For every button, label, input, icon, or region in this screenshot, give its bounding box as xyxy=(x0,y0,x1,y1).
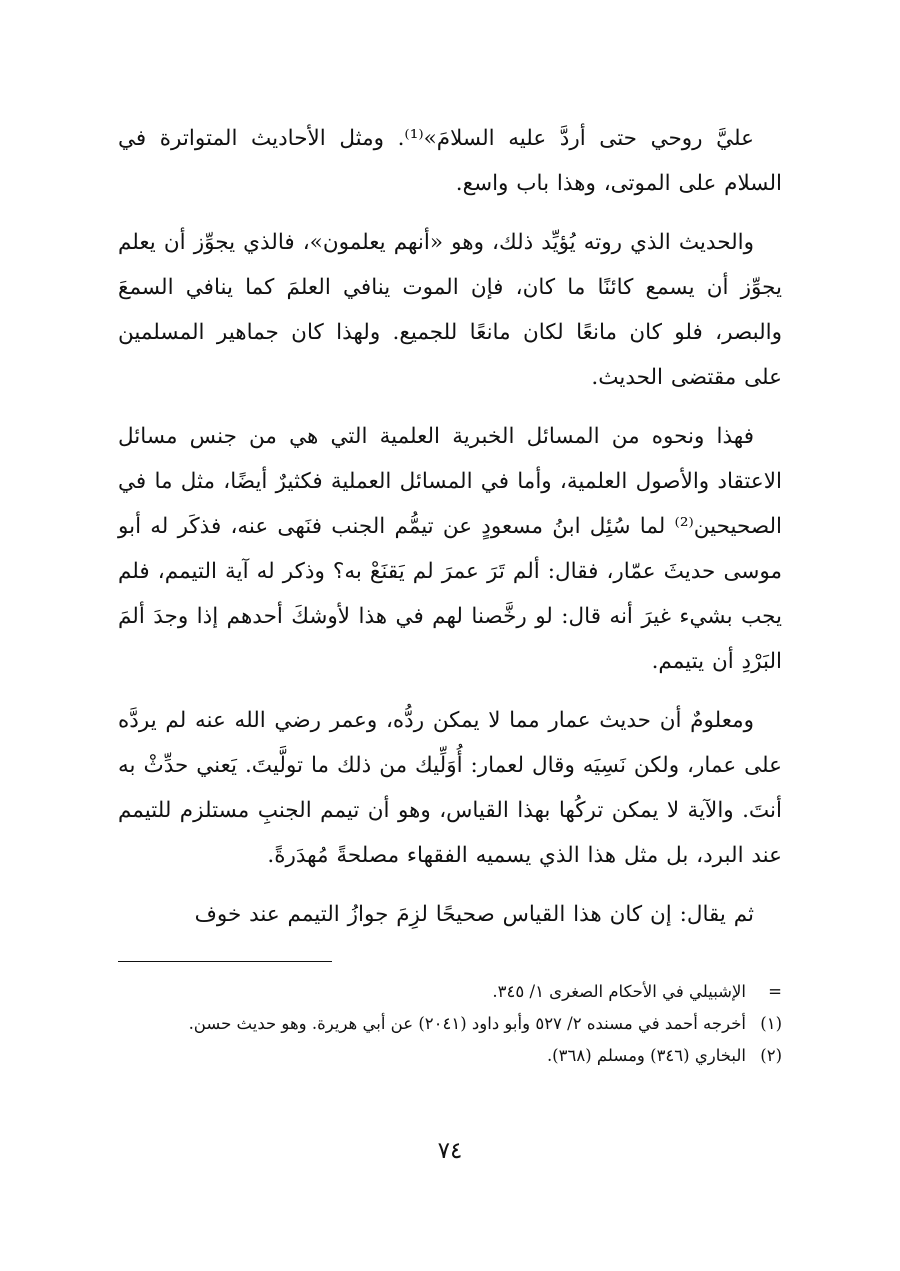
footnote-2 xyxy=(118,1040,782,1072)
paragraph-1: عليَّ روحي حتى أردَّ عليه السلامَ»⁽¹⁾. ومثل الأحاديث المتواترة في السلام على الموتى، وهذا باب واسع. xyxy=(118,126,782,196)
footnote-separator xyxy=(118,961,332,962)
footnote-text: الإشبيلي في الأحكام الصغرى ١/ ٣٤٥. xyxy=(492,982,746,1001)
footnote-continuation xyxy=(118,976,782,1008)
footnote-text: البخاري (٣٤٦) ومسلم (٣٦٨). xyxy=(546,1046,746,1065)
book-page xyxy=(118,0,782,1271)
main-text xyxy=(118,116,782,951)
footnote-mark: (٢) xyxy=(760,1046,782,1065)
footnote-1 xyxy=(118,1008,782,1040)
footnote-text: أخرجه أحمد في مسنده ٢/ ٥٢٧ وأبو داود (٢٠٤١) عن أبي هريرة. وهو حديث حسن. xyxy=(188,1014,746,1033)
paragraph-4: ومعلومٌ أن حديث عمار مما لا يمكن ردُّه، وعمر رضي الله عنه لم يردَّه على عمار، ولكن نَسِيَه وقال لعمار: أُوَلِّيك من ذلك ما تولَّيتَ. يَعني حدِّثْ به أنتَ. والآية لا يمكن تركُها بهذا القياس، وهو أن تيمم الجنبِ مستلزم للتيمم عند البرد، بل مثل هذا الذي يسميه الفقهاء مصلحةً مُهدَرةً. xyxy=(118,708,782,868)
paragraph-3: فهذا ونحوه من المسائل الخبرية العلمية التي هي من جنس مسائل الاعتقاد والأصول العلمية، وأما في المسائل العملية فكثيرٌ أيضًا، مثل ما في الصحيحين⁽²⁾ لما سُئِل ابنُ مسعودٍ عن تيمُّم الجنب فنَهى عنه، فذكَر له أبو موسى حديثَ عمّار، فقال: ألم تَرَ عمرَ لم يَقنَعْ به؟ وذكر له آية التيمم، فلم يجب بشيء غيرَ أنه قال: لو رخَّصنا لهم في هذا لأوشكَ أحدهم إذا وجدَ ألمَ البَرْدِ أن يتيمم. xyxy=(118,424,782,674)
footnote-mark: (١) xyxy=(760,1014,782,1033)
footnote-mark: = xyxy=(768,982,782,1001)
footnotes xyxy=(118,976,782,1072)
paragraph-2: والحديث الذي روته يُؤيِّد ذلك، وهو «أنهم يعلمون»، فالذي يجوِّز أن يعلم يجوِّز أن يسمع كائنًا ما كان، فإن الموت ينافي العلمَ كما ينافي السمعَ والبصر، فلو كان مانعًا لكان مانعًا للجميع. ولهذا كان جماهير المسلمين على مقتضى الحديث. xyxy=(118,230,782,390)
paragraph-5: ثم يقال: إن كان هذا القياس صحيحًا لزِمَ جوازُ التيمم عند خوف xyxy=(194,902,754,927)
page-number: ٧٤ xyxy=(437,1138,463,1164)
